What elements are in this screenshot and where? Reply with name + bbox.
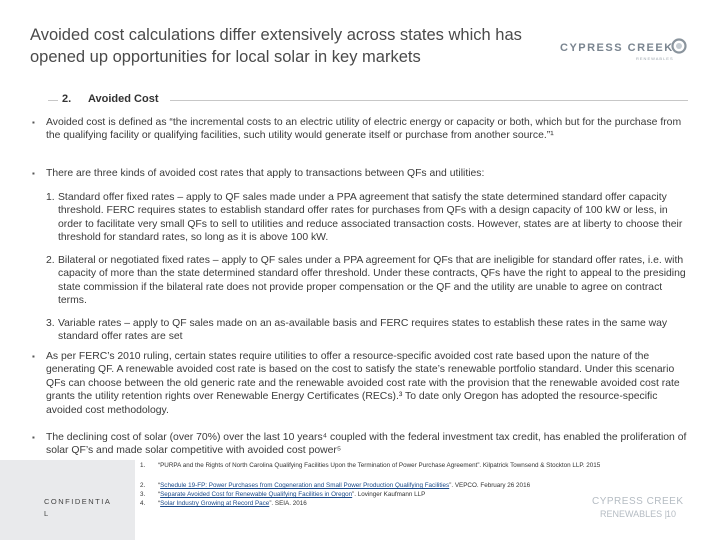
footnote-text xyxy=(158,482,700,491)
section-number: 2. xyxy=(62,93,72,105)
footnote-post: ”. SEIA. 2016 xyxy=(269,500,307,507)
footnote-pre: “ xyxy=(158,482,161,489)
confidential-label: CONFIDENTIAL xyxy=(44,497,112,518)
bullet-item xyxy=(32,167,692,180)
list-number: 1. xyxy=(46,192,55,203)
bullet-text: There are three kinds of avoided cost rates that apply to transactions between QFs and utilities: xyxy=(46,168,485,179)
footnote-pre: “PURPA and the Rights of North Carolina Qualifying Facilities Upon the Termination of Power Purchase Agreement”. Kilpatrick Townsend & Stockton LLP. 2015 xyxy=(158,462,601,469)
bullet-item xyxy=(32,350,692,417)
footnote xyxy=(140,462,700,471)
footnote-number: 2. xyxy=(140,482,146,489)
slide-title: Avoided cost calculations differ extensively across states which has opened up opportunities for local solar in key markets xyxy=(30,26,522,66)
list-item xyxy=(46,254,688,308)
page-number: 10 xyxy=(666,509,677,519)
list-text: Bilateral or negotiated fixed rates – apply to QF sales under a PPA agreement for QFs that are ineligible for standard offer rates, i.e. with capacity of more than the state determined standard offer threshold. Under these contracts, QFs have the right to appeal to the presiding state commission if the bilateral rate does not provide proper compensation or the QF and the utility are unable to agree on contract terms. xyxy=(58,255,686,307)
bullet-square-icon: ▪ xyxy=(32,118,35,127)
divider xyxy=(170,100,688,101)
logo-text: CYPRESS CREEK xyxy=(560,42,674,54)
footnote-number: 3. xyxy=(140,491,146,498)
footnote-pre: “ xyxy=(158,491,161,498)
list-number: 2. xyxy=(46,255,55,266)
footnote-post: ”. VEPCO. February 26 2016 xyxy=(449,482,531,489)
logo-ring-icon xyxy=(671,38,687,54)
list-text: Standard offer fixed rates – apply to QF sales made under a PPA agreement that satisfy the state determined standard offer capacity threshold. FERC requires states to establish standard offer rates for purchases from QFs with a design capacity of 100 kW or less, in order to facilitate very small QFs to sell to utilities and reduce associated transaction costs. However, states are at liberty to choose their threshold for standard rates, so long as it is above 100 kW. xyxy=(58,192,683,244)
company-logo xyxy=(560,38,690,62)
footer-watermark-sub: RENEWABLES | xyxy=(600,509,668,519)
footnote-text xyxy=(158,462,700,471)
footnote xyxy=(140,482,700,491)
footer-watermark: CYPRESS CREEK xyxy=(592,496,684,507)
bullet-text: The declining cost of solar (over 70%) over the last 10 years⁴ coupled with the federal investment tax credit, has enabled the proliferation of solar QF’s and made solar competitive with avoided cost power⁵ xyxy=(46,432,687,457)
list-item xyxy=(46,317,688,344)
footnote-link[interactable]: Separate Avoided Cost for Renewable Qualifying Facilities in Oregon xyxy=(160,491,353,498)
footnote-link[interactable]: Schedule 19-FP: Power Purchases from Cogeneration and Small Power Production Qualifying Facilities xyxy=(160,482,450,489)
footnote-link[interactable]: Solar Industry Growing at Record Pace xyxy=(160,500,270,507)
bullet-text: Avoided cost is defined as “the incremental costs to an electric utility of electric energy or capacity or both, which but for the purchase from the qualifying facility or qualifying facilities, such utility would generate itself or purchase from another source.”¹ xyxy=(46,117,682,142)
bullet-square-icon: ▪ xyxy=(32,433,35,442)
list-item xyxy=(46,191,688,245)
list-number: 3. xyxy=(46,318,55,329)
bullet-item xyxy=(32,431,692,458)
section-title: Avoided Cost xyxy=(88,93,159,105)
footnote-pre: “ xyxy=(158,500,161,507)
list-text: Variable rates – apply to QF sales made on an as-available basis and FERC requires states to establish these rates in the same way standard offer rates are set xyxy=(58,318,668,343)
section-heading xyxy=(48,93,688,107)
footnote-number: 4. xyxy=(140,500,146,507)
bullet-square-icon: ▪ xyxy=(32,169,35,178)
footnote-number: 1. xyxy=(140,462,146,469)
bullet-item xyxy=(32,116,692,143)
divider xyxy=(48,100,58,101)
logo-subtext: RENEWABLES xyxy=(636,56,674,61)
bullet-square-icon: ▪ xyxy=(32,352,35,361)
footnote-post: ”. Lovinger Kaufmann LLP xyxy=(352,491,426,498)
bullet-text: As per FERC’s 2010 ruling, certain states require utilities to offer a resource-specific avoided cost rate based upon the nature of the generating QF. A renewable avoided cost rate is based on the cost to satisfy the state’s renewable portfolio standard. Under this scenario QFs can choose between the old generic rate and the renewable avoided cost rate with the provision that the renewable avoided cost rate grants the utility retention rights over Renewable Energy Certificates (RECs).³ To date only Oregon has adopted the resource-specific avoided cost methodology. xyxy=(46,351,680,416)
